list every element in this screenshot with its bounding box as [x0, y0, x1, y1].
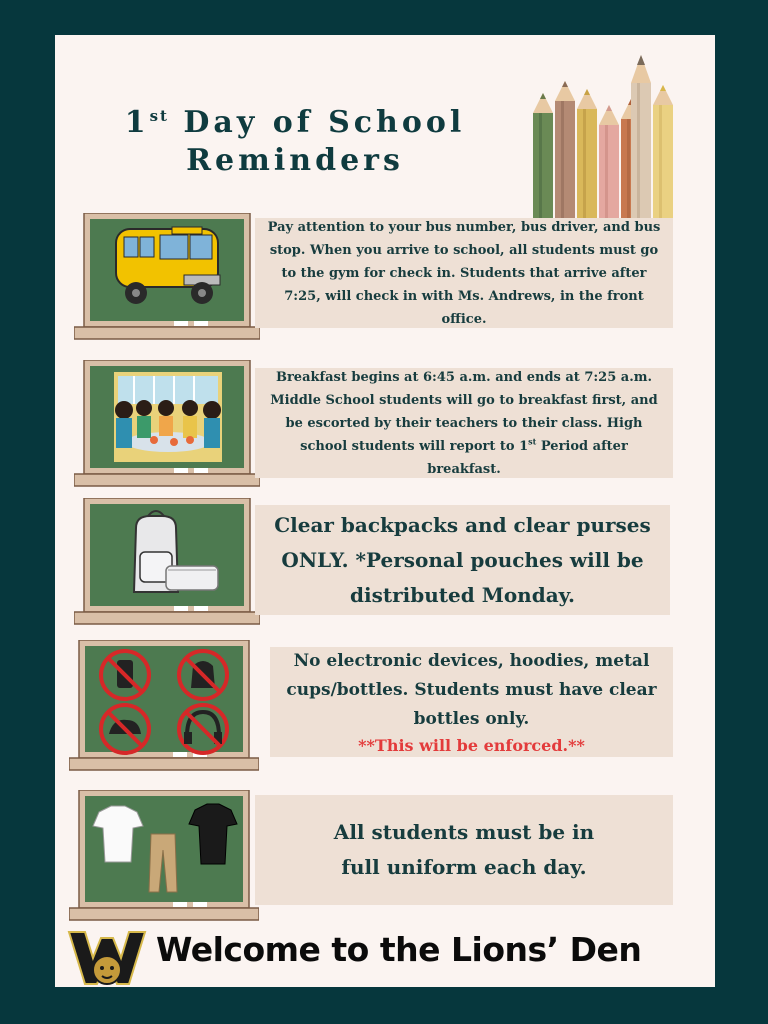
breakfast-text-a: Breakfast begins at 6:45 a.m. and ends at 7:25 a.m. Middle School students will go to breakfast first, and be escorted by their teachers to their class. High school students will report to 1 [270, 369, 658, 454]
title-superscript: st [149, 107, 169, 125]
chalkboard-backpack [74, 498, 260, 628]
reminder-panel-breakfast [255, 368, 673, 478]
chalkboard-breakfast [74, 360, 260, 490]
welcome-banner: Welcome to the Lions’ Den [156, 930, 642, 969]
reminder-panel-prohibited [270, 647, 673, 757]
chalkboard-prohibited [69, 640, 259, 775]
chalkboard-uniform [69, 790, 259, 925]
reminder-text-prohibited: No electronic devices, hoodies, metal cups/bottles. Students must have clear bottles only. [286, 650, 657, 729]
cafeteria-image [114, 372, 222, 462]
breakfast-text-b: Period after breakfast. [427, 438, 628, 477]
title-line2: Reminders [186, 143, 404, 178]
page-title [115, 97, 475, 180]
chalkboard-bus [74, 213, 260, 343]
poster [55, 35, 715, 987]
breakfast-superscript: st [528, 436, 537, 447]
reminder-panel-uniform [255, 795, 673, 905]
title-number: 1 [124, 105, 150, 140]
warning-text: **This will be enforced.** [358, 735, 585, 755]
colored-pencils-icon [521, 53, 681, 218]
reminder-text-bus: Pay attention to your bus number, bus driver, and bus stop. When you arrive to school, all students must go to the gym for check in. Students that arrive after 7:25, will check in with Ms. Andrews, in the front office. [267, 219, 661, 327]
reminder-text-breakfast [263, 366, 665, 481]
lion-w-logo [67, 928, 147, 990]
reminder-panel-backpack [255, 505, 670, 615]
reminder-text-backpack: Clear backpacks and clear purses ONLY. *Personal pouches will be distributed Monday. [274, 512, 651, 607]
reminder-panel-bus [255, 218, 673, 328]
uniform-line2: full uniform each day. [341, 855, 587, 879]
title-line1: Day of School [168, 105, 466, 140]
uniform-line1: All students must be in [333, 820, 595, 844]
